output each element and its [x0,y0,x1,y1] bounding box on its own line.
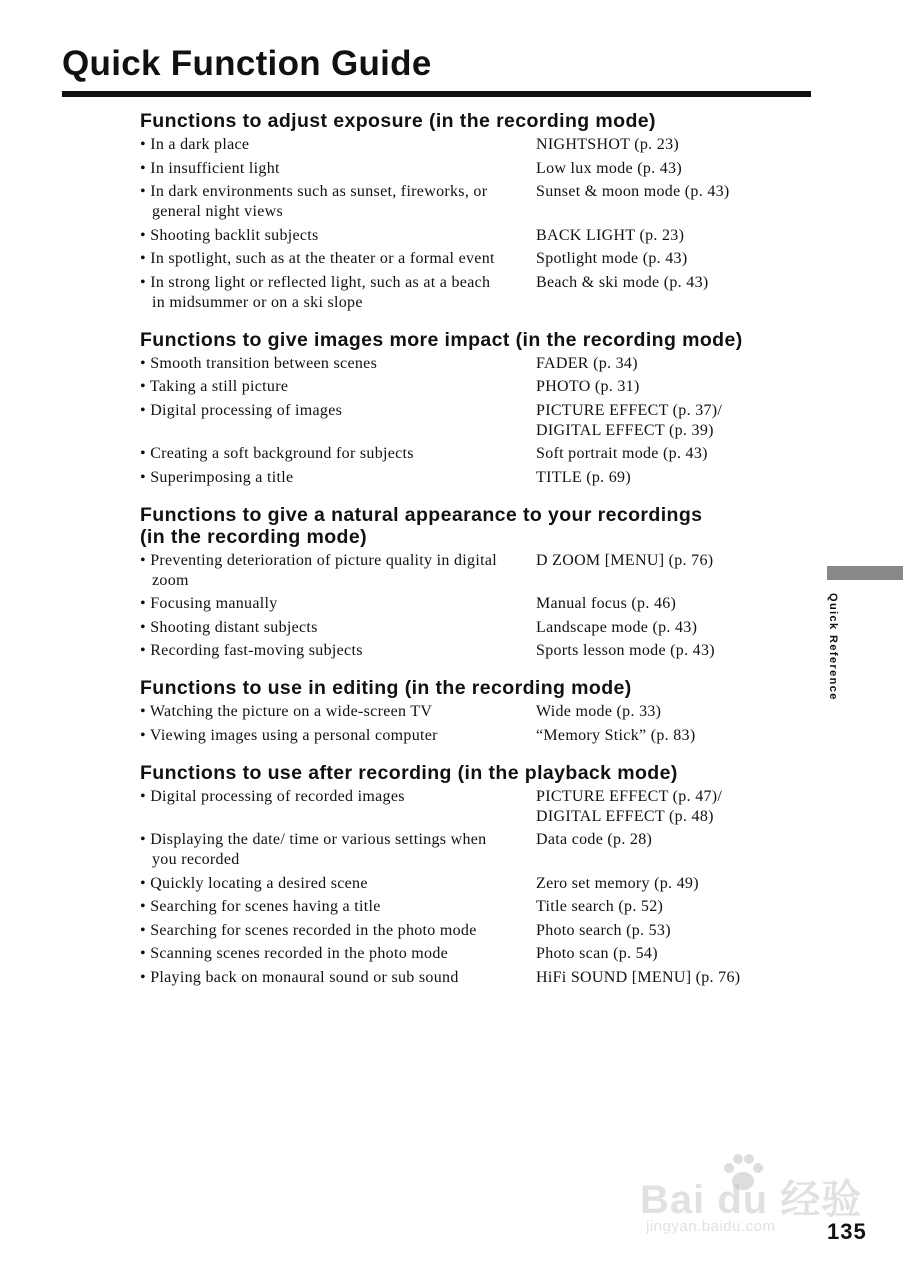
page-number: 135 [827,1219,867,1244]
section-heading-line: Functions to use in editing (in the recording mode) [140,677,632,699]
function-reference: Zero set memory (p. 49) [536,874,699,892]
function-row [140,726,810,746]
function-row [140,182,810,222]
function-row [140,273,810,313]
function-reference: Landscape mode (p. 43) [536,618,698,636]
function-description: • In spotlight, such as at the theater or a formal event [140,249,500,269]
function-reference: “Memory Stick” (p. 83) [536,726,696,744]
function-row [140,401,810,441]
function-description: • Watching the picture on a wide-screen TV [140,702,500,722]
section-tab-marker [827,566,903,580]
function-reference: Wide mode (p. 33) [536,703,662,720]
function-row [140,249,810,269]
function-description: • Shooting distant subjects [140,618,500,638]
function-reference: Sunset & moon mode (p. 43) [536,183,730,200]
function-description: • Recording fast-moving subjects [140,641,500,661]
side-section-label: Quick Reference [827,593,839,701]
function-reference: TITLE (p. 69) [536,468,631,486]
function-row [140,874,810,894]
function-reference: NIGHTSHOT (p. 23) [536,136,680,153]
section-heading-line: Functions to use after recording (in the playback mode) [140,761,678,784]
function-description: • Displaying the date/ time or various settings when you recorded [140,830,500,870]
function-row [140,830,810,870]
function-description: • Superimposing a title [140,468,500,488]
function-reference: PICTURE EFFECT (p. 37)/ DIGITAL EFFECT (p. 39) [536,401,723,439]
section-heading [140,762,810,784]
function-description: • Focusing manually [140,594,500,614]
function-reference: Low lux mode (p. 43) [536,159,682,177]
section-heading-line: Functions to adjust exposure (in the recording mode) [140,110,656,132]
section-heading-line: Functions to give a natural appearance to your recordings [140,503,703,526]
function-row [140,354,810,374]
function-row [140,897,810,917]
function-reference: Photo search (p. 53) [536,921,671,939]
function-description: • In insufficient light [140,159,500,179]
function-row [140,944,810,964]
function-row [140,702,810,722]
function-reference: BACK LIGHT (p. 23) [536,226,685,244]
function-reference: Beach & ski mode (p. 43) [536,273,709,291]
watermark-logo: Bai du 经验 [640,1178,863,1222]
function-reference: Spotlight mode (p. 43) [536,250,688,267]
function-reference: HiFi SOUND [MENU] (p. 76) [536,968,741,986]
function-description: • Quickly locating a desired scene [140,874,500,894]
section-heading [140,504,810,548]
function-reference: PICTURE EFFECT (p. 47)/ DIGITAL EFFECT (p. 48) [536,787,723,825]
function-row [140,921,810,941]
function-description: • Smooth transition between scenes [140,354,500,374]
watermark-url: jingyan.baidu.com [646,1218,776,1235]
function-section [140,110,810,313]
function-guide-content [140,110,810,1004]
function-section [140,677,810,746]
function-row [140,444,810,464]
function-reference: Title search (p. 52) [536,898,664,915]
function-row [140,968,810,988]
function-row [140,377,810,397]
section-heading [140,329,810,351]
function-row [140,226,810,246]
function-reference: Manual focus (p. 46) [536,595,677,612]
function-description: • Shooting backlit subjects [140,226,500,246]
section-heading [140,110,810,132]
function-description: • In strong light or reflected light, such as at a beach in midsummer or on a ski slope [140,273,500,313]
section-heading [140,677,810,699]
function-description: • In dark environments such as sunset, fireworks, or general night views [140,182,500,222]
function-reference: PHOTO (p. 31) [536,378,640,395]
function-description: • Preventing deterioration of picture quality in digital zoom [140,551,500,591]
function-row [140,159,810,179]
function-description: • Digital processing of recorded images [140,787,500,827]
section-heading-line: (in the recording mode) [140,525,367,548]
function-row [140,618,810,638]
function-description: • Viewing images using a personal computer [140,726,500,746]
function-description: • Taking a still picture [140,377,500,397]
function-reference: Soft portrait mode (p. 43) [536,445,708,462]
function-description: • Playing back on monaural sound or sub sound [140,968,500,988]
function-row [140,468,810,488]
function-section [140,504,810,662]
function-section [140,762,810,988]
function-reference: Data code (p. 28) [536,831,653,848]
function-row [140,551,810,591]
function-row [140,594,810,614]
function-description: • Creating a soft background for subjects [140,444,500,464]
function-row [140,787,810,827]
function-section [140,329,810,488]
title-rule [62,91,811,97]
function-description: • In a dark place [140,135,500,155]
section-heading-line: Functions to give images more impact (in the recording mode) [140,328,743,351]
function-reference: FADER (p. 34) [536,354,638,372]
function-description: • Digital processing of images [140,401,500,441]
function-row [140,135,810,155]
function-description: • Searching for scenes having a title [140,897,500,917]
function-description: • Scanning scenes recorded in the photo mode [140,944,500,964]
function-reference: D ZOOM [MENU] (p. 76) [536,551,714,569]
function-reference: Photo scan (p. 54) [536,945,658,962]
page-title: Quick Function Guide [62,44,432,83]
function-reference: Sports lesson mode (p. 43) [536,642,715,659]
function-row [140,641,810,661]
function-description: • Searching for scenes recorded in the photo mode [140,921,500,941]
